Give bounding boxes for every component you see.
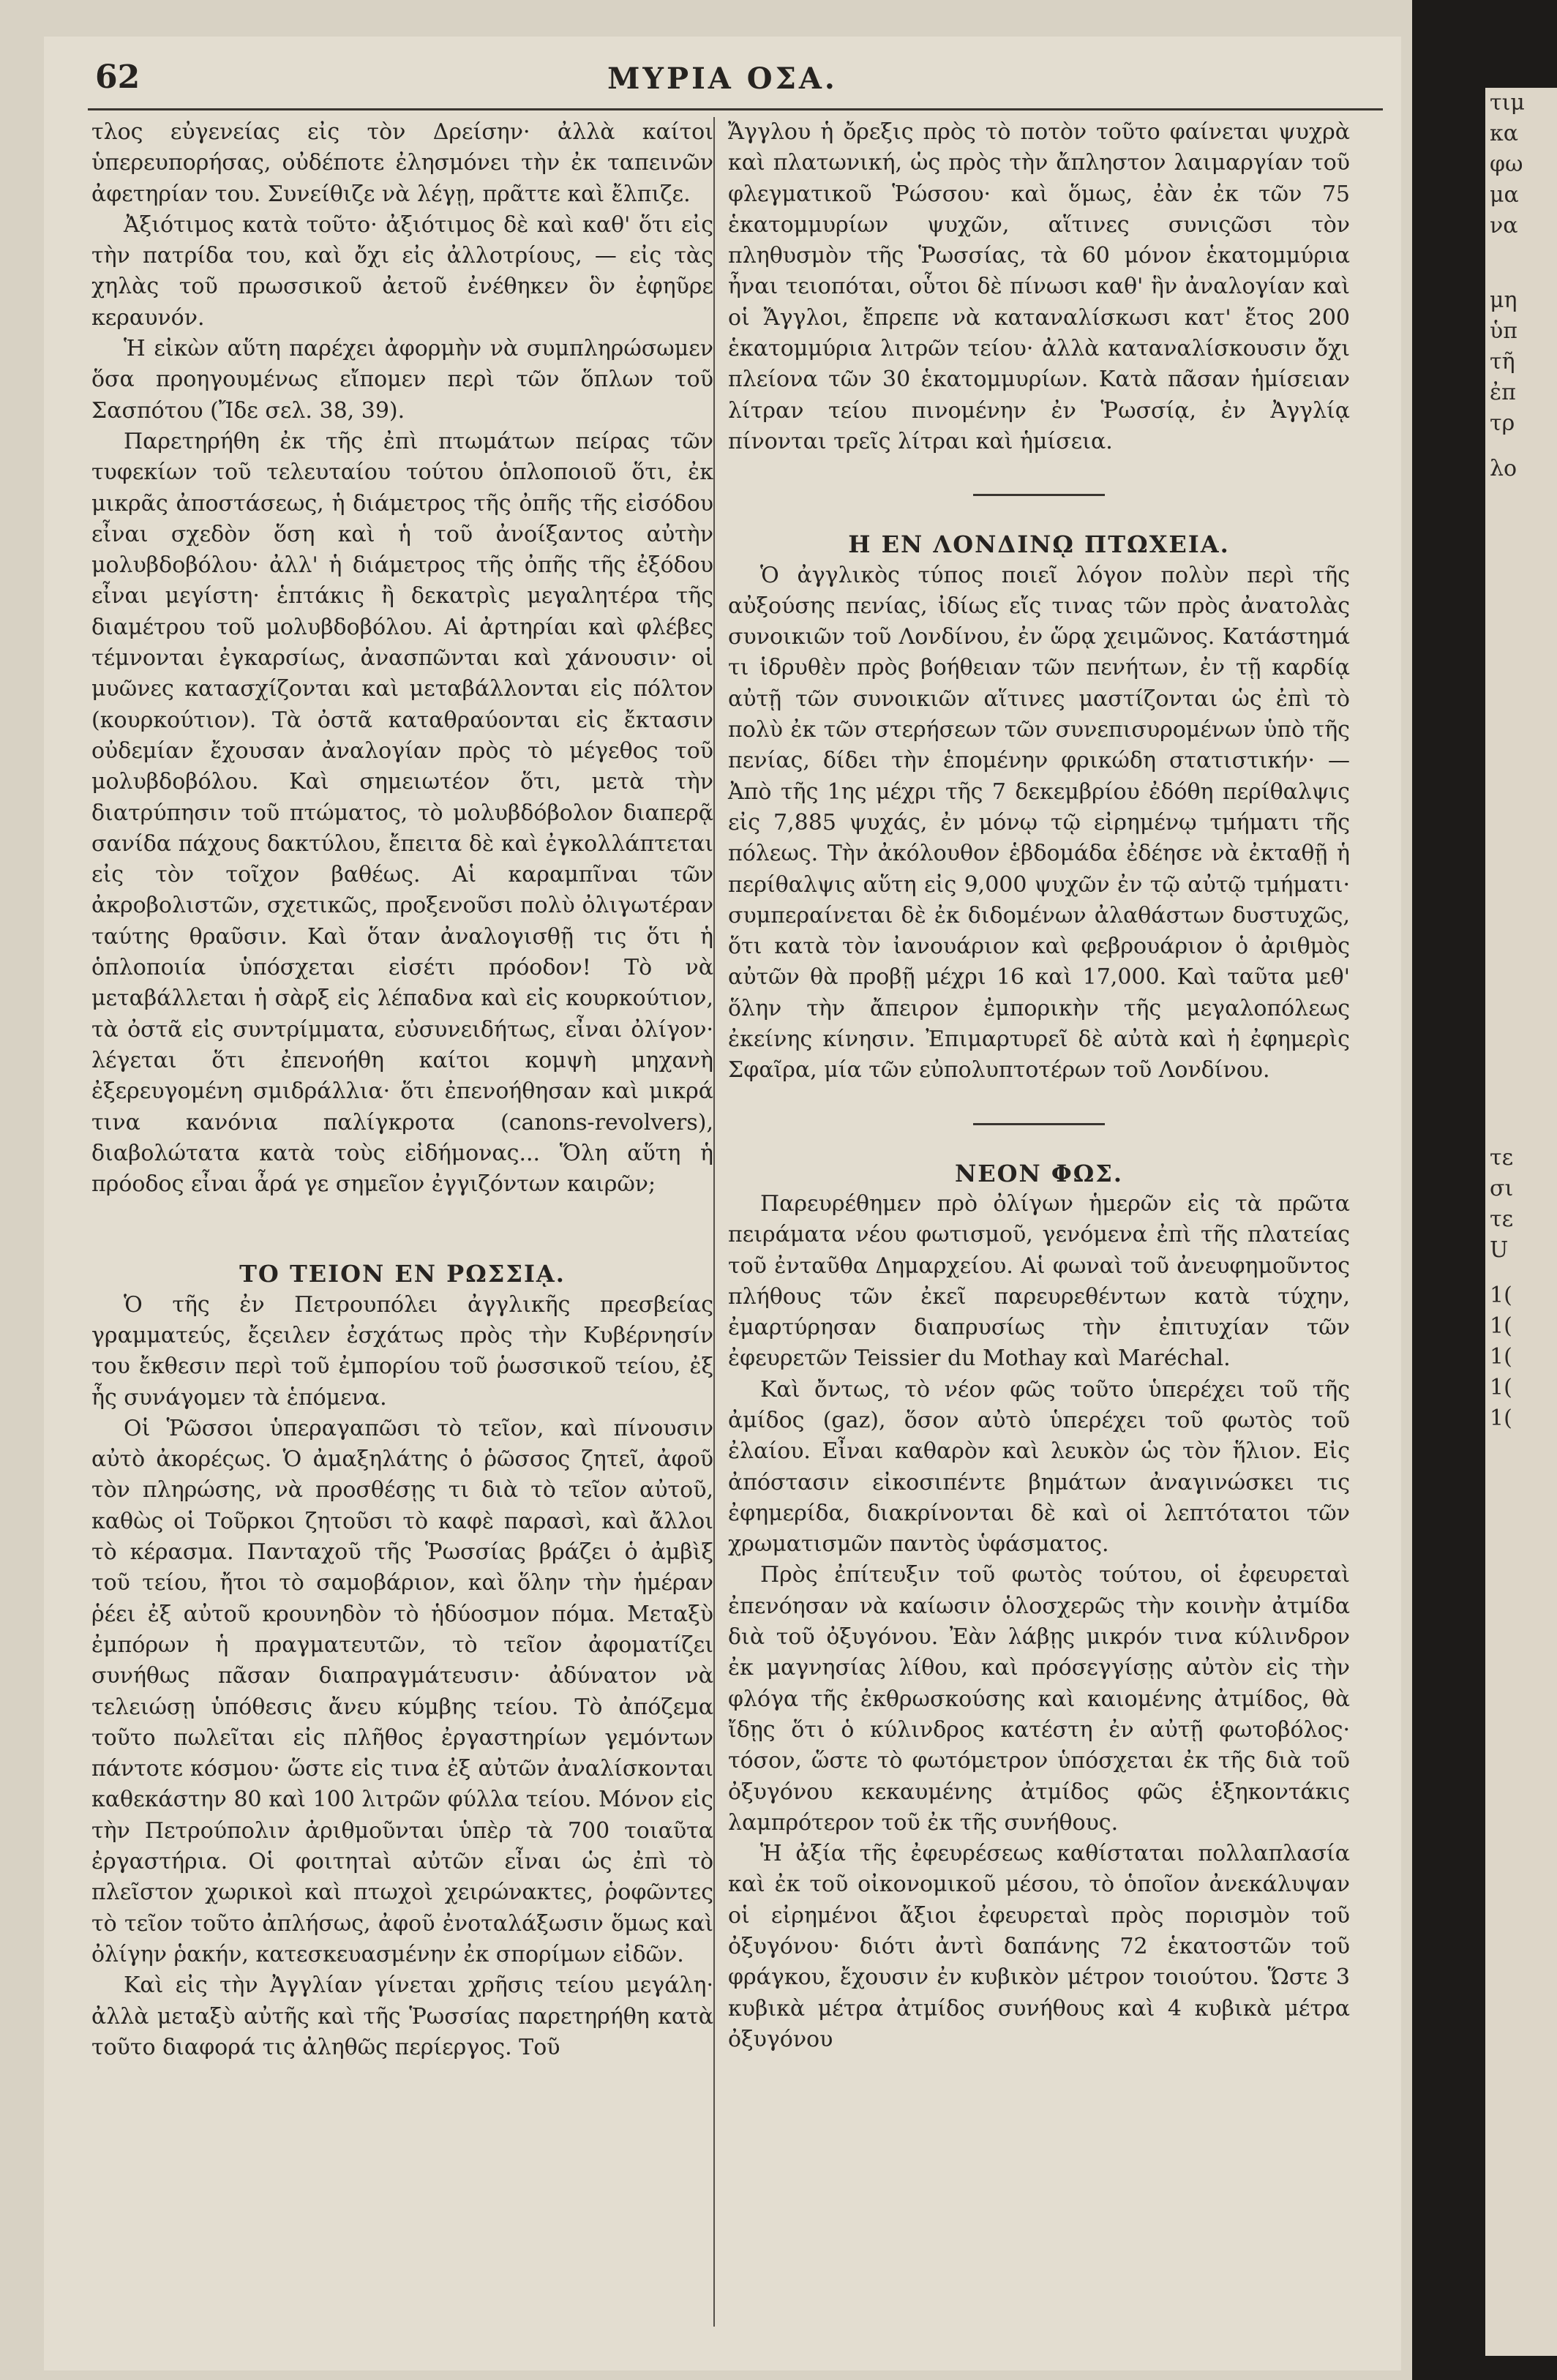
journal-page xyxy=(44,37,1401,2370)
body-paragraph: Ὁ τῆς ἐν Πετρουπόλει ἀγγλικῆς πρεσβείας γραμματεύς, ἔςειλεν ἐσχάτως πρὸς τὴν Κυβέρνησίν του ἔκθεσιν περὶ τοῦ ἐμπορίου τοῦ ῥωσσικοῦ τείου, ἐξ ἧς συνάγομεν τὰ ἑπόμενα. xyxy=(91,1291,713,1411)
body-paragraph: Οἱ Ῥῶσσοι ὑπεραγαπῶσι τὸ τεῖον, καὶ πίνουσιν αὐτὸ ἀκορέςως. Ὁ ἀμαξηλάτης ὁ ῥῶσσος ζητεῖ, ἀφοῦ τὸν πληρώσης, νὰ προσθέσῃς τι διὰ τὸ τεῖον αὐτοῦ, καθὼς οἱ Τοῦρκοι ζητοῦσι τὸ καφὲ παρασὶ, καὶ ἄλλοι τὸ κέρασμα. Πανταχοῦ τῆς Ῥωσσίας βράζει ὁ ἀμβὶξ τοῦ τείου, ἤτοι τὸ σαμοβάριον, καὶ ὅλην τὴν ἡμέραν ῥέει ἐξ αὐτοῦ κρουνηδὸν τὸ ἡδύοσμον πόμα. Μεταξὺ ἐμπόρων ἡ πραγματευτῶν, τὸ τεῖον ἀφοματίζει συνήθως πᾶσαν διαπραγμάτευσιν· ἀδύνατον νὰ τελειώσῃ ὑπόθεσις ἄνευ κύμβης τείου. Τὸ ἀπόζεμα τοῦτο πωλεῖται εἰς πλῆθος ἐργαστηρίων γεμόντων πάντοτε κόσμου· ὥστε εἰς τινα ἐξ αὐτῶν ἀναλίσκονται καθεκάστην 80 καὶ 100 λιτρῶν φύλλα τείου. Μόνον εἰς τὴν Πετρούπολιν ἀριθμοῦνται ὑπὲρ τὰ 700 τοιαῦτα ἐργαστήρια. Οἱ φοιτητaὶ αὐτῶν εἶναι ὡς ἐπὶ τὸ πλεῖστον χωρικοὶ καὶ πτωχοὶ χειρώνακτες, ῥοφῶντες τὸ τεῖον τοῦτο ἀπλήσως, ἀφοῦ ἐνοταλάξωσιν ὅμως καὶ ὀλίγην ῥακήν, κατεσκευασμένην ἐκ σπορίμων εἰδῶν. xyxy=(91,1415,713,1967)
body-paragraph: Ἡ εἰκὼν αὕτη παρέχει ἀφορμὴν νὰ συμπληρώσωμεν ὅσα προηγουμένως εἴπομεν περὶ τῶν ὅπλων τοῦ Σασπότου (Ἴδε σελ. 38, 39). xyxy=(91,336,713,424)
facing-page-fragment: 1( xyxy=(1490,1405,1512,1431)
article-heading-new-light: ΝΕΟΝ ΦΩΣ. xyxy=(954,1159,1124,1187)
facing-page-fragment: U xyxy=(1490,1237,1509,1263)
facing-page-edge xyxy=(1485,88,1557,2356)
facing-page-fragment: τιμ xyxy=(1490,90,1525,116)
body-paragraph: Πρὸς ἐπίτευξιν τοῦ φωτὸς τούτου, οἱ ἐφευρεταὶ ἐπενόησαν νὰ καίωσιν ὁλοσχερῶς τὴν κοινὴν ἀτμίδα διὰ τοῦ ὀξυγόνου. Ἐὰν λάβῃς μικρόν τινα κύλινδρον ἐκ μαγνησίας λίθου, καὶ πρόσεγγίσῃς αὐτὸν εἰς τὴν φλόγα τῆς ἐκθρωσκούσης καὶ καιομένης ἀτμίδος, θὰ ἴδῃς ὅτι ὁ κύλινδρος κατέστη ἐν αὐτῇ φωτοβόλος· τόσον, ὥστε τὸ φωτόμετρον ὑπόσχεται ἐκ τῆς διὰ τοῦ ὀξυγόνου κεκαυμένης ἀτμίδος φῶς ἑξηκοντάκις λαμπρότερον τοῦ ἐκ τῆς συνήθους. xyxy=(728,1562,1350,1836)
facing-page-fragment: μη xyxy=(1490,288,1517,313)
continued-paragraph: Ἄγγλου ἡ ὄρεξις πρὸς τὸ ποτὸν τοῦτο φαίνεται ψυχρὰ καὶ πλατωνική, ὡς πρὸς τὴν ἄπληστον λαιμαργίαν τοῦ φλεγματικοῦ Ῥώσσου· καὶ ὅμως, ἐὰν ἐκ τῶν 75 ἑκατομμυρίων ψυχῶν, αἵτινες συνιςῶσι τὸν πληθυσμὸν τῆς Ῥωσσίας, τὰ 60 μόνον ἑκατομμύρια ἦναι τειοπόται, οὗτοι δὲ πίνωσι καθ' ἣν ἀναλογίαν καὶ οἱ Ἄγγλοι, ἔπρεπε νὰ καταναλίσκωσι κατ' ἔτος 200 ἑκατομμύρια λιτρῶν τείου· ἀλλὰ καταναλίσκουσιν ὄχι πλείονα τῶν 30 ἑκατομμυρίων. Κατὰ πᾶσαν ἡμίσειαν λίτραν τείου πινομένην ἐν Ῥωσσίᾳ, ἐν Ἀγγλίᾳ πίνονται τρεῖς λίτραι καὶ ἡμίσεια. xyxy=(728,119,1350,454)
facing-page-fragment: φω xyxy=(1490,151,1523,177)
body-paragraph: Ἀξιότιμος κατὰ τοῦτο· ἀξιότιμος δὲ καὶ καθ' ὅτι εἰς τὴν πατρίδα του, καὶ ὄχι εἰς ἀλλοτρίους, — εἰς τὰς χηλὰς τοῦ πρωσσικοῦ ἀετοῦ ἐνέθηκεν ὃν ἐφηῦρε κεραυνόν. xyxy=(91,211,713,331)
body-paragraph: Παρευρέθημεν πρὸ ὀλίγων ἡμερῶν εἰς τὰ πρῶτα πειράματα νέου φωτισμοῦ, γενόμενα ἐπὶ τῆς πλατείας τοῦ ἐνταῦθα Δημαρχείου. Αἱ φωναὶ τοῦ ἀνευφημοῦντος πλήθους τῶν ἐκεῖ παρευρεθέντων κατὰ τύχην, ἐμαρτύρησαν διαπρυσίως τὴν ἐπιτυχίαν τῶν ἐφευρετῶν Teissier du Mothay καὶ Maréchal. xyxy=(728,1190,1350,1372)
left-column xyxy=(91,117,713,2063)
facing-page-fragment: σι xyxy=(1490,1176,1514,1201)
body-paragraph: Ἡ ἀξία τῆς ἐφευρέσεως καθίσταται πολλαπλασία καὶ ἐκ τοῦ οἰκονομικοῦ μέσου, τὸ ὁποῖον ἀνεκάλυψαν οἱ εἰρημένοι ἄξιοι ἐφευρεταὶ πρὸς πορισμὸν τοῦ ὀξυγόνου· διότι ἀντὶ δαπάνης 72 ἑκατοστῶν τοῦ φράγκου, ἔχουσιν ἐν κυβικὸν μέτρον τοιούτου. Ὥστε 3 κυβικὰ μέτρα ἀτμίδος συνήθους καὶ 4 κυβικὰ μέτρα ὀξυγόνου xyxy=(728,1841,1350,2052)
header-rule xyxy=(88,108,1383,110)
body-paragraph: Καὶ εἰς τὴν Ἀγγλίαν γίνεται χρῆσις τείου μεγάλη· ἀλλὰ μεταξὺ αὐτῆς καὶ τῆς Ῥωσσίας παρετηρήθη κατὰ τοῦτο διαφορά τις ἀληθῶς περίεργος. Τοῦ xyxy=(91,1972,713,2060)
facing-page-fragment: να xyxy=(1490,213,1518,239)
facing-page-fragment: ἐπ xyxy=(1490,380,1516,405)
facing-page-fragment: κα xyxy=(1490,121,1519,146)
facing-page-fragment: τε xyxy=(1490,1145,1514,1171)
facing-page-fragment: μα xyxy=(1490,182,1519,208)
running-head xyxy=(44,37,1401,102)
page-number: 62 xyxy=(95,59,140,96)
article-heading-london-poverty: Η ΕΝ ΛΟΝΔΙΝῼ ΠΤΩΧΕΙΑ. xyxy=(848,530,1230,559)
body-paragraph: Παρετηρήθη ἐκ τῆς ἐπὶ πτωμάτων πείρας τῶν τυφεκίων τοῦ τελευταίου τούτου ὁπλοποιοῦ ὅτι, ἐκ μικρᾶς ἀποστάσεως, ἡ διάμετρος τῆς ὀπῆς τῆς εἰσόδου εἶναι σχεδὸν ὅση καὶ ἡ τοῦ ἀνοίξαντος αὐτὴν μολυβδοβόλου· ἀλλ' ἡ διάμετρος τῆς ὀπῆς τῆς ἐξόδου εἶναι μεγίστη· ἑπτάκις ἢ δεκατρὶς μεγαλητέρα τῆς διαμέτρου τοῦ μολυβδοβόλου. Αἱ ἀρτηρίαι καὶ φλέβες τέμνονται ἐγκαρσίως, ἀνασπῶνται καὶ χάνουσιν· οἱ μυῶνες κατασχίζονται καὶ μεταβάλλονται εἰς πόλτον (κουρκούτιον). Τὰ ὀστᾶ καταθραύονται εἰς ἔκτασιν οὐδεμίαν ἔχουσαν ἀναλογίαν πρὸς τὸ μέγεθος τοῦ μολυβδοβόλου. Καὶ σημειωτέον ὅτι, μετὰ τὴν διατρύπησιν τοῦ πτώματος, τὸ μολυβδόβολον διαπερᾷ σανίδα πάχους δακτύλου, ἔπειτα δὲ καὶ ἐγκολλάπτεται εἰς τὸν τοῖχον βαθέως. Αἱ καραμπῖναι τῶν ἀκροβολιστῶν, σχετικῶς, προξενοῦσι πολὺ ὀλιγωτέραν ταύτης θραῦσιν. Καὶ ὅταν ἀναλογισθῇ τις ὅτι ἡ ὁπλοποιία ὑπόσχεται εἰσέτι πρόοδον! Τὸ νὰ μεταβάλλεται ἡ σὰρξ εἰς λέπαδνα καὶ εἰς κουρκούτιον, τὰ ὀστᾶ εἰς συντρίμματα, εὐσυνειδήτως, εἶναι ὀλίγον· λέγεται ὅτι ἐπενοήθη καίτοι κομψὴ μηχανὴ ἐξερευγομένη σμιδράλλια· ὅτι ἐπενοήθησαν καὶ μικρά τινα κανόνια παλίγκροτα (canons-revolvers), διαβολώτατα κατὰ τοὺς εἰδήμονας... Ὅλη αὕτη ἡ πρόοδος εἶναι ἆρά γε σημεῖον ἐγγιζόντων καιρῶν; xyxy=(91,428,713,1198)
facing-page-fragment: ὑπ xyxy=(1490,318,1517,344)
body-paragraph: Καὶ ὄντως, τὸ νέον φῶς τοῦτο ὑπερέχει τοῦ τῆς ἀμίδος (gaz), ὅσον αὐτὸ ὑπερέχει τοῦ φωτὸς τοῦ ἐλαίου. Εἶναι καθαρὸν καὶ λευκὸν ὡς τὸν ἥλιον. Εἰς ἀπόστασιν εἰκοσιπέντε βημάτων ἀναγινώσκει τις ἐφημερίδα, διακρίνονται δὲ καὶ οἱ λεπτότατοι τῶν χρωματισμῶν παντὸς ὑφάσματος. xyxy=(728,1376,1350,1558)
article-heading-tea-russia: ΤΟ ΤΕΙΟΝ ΕΝ ΡΩΣΣΙᾼ. xyxy=(239,1260,566,1288)
body-paragraph: Ὁ ἀγγλικὸς τύπος ποιεῖ λόγον πολὺν περὶ τῆς αὐξούσης πενίας, ἰδίως εἴς τινας τῶν πρὸς ἀνατολὰς συνοικιῶν τοῦ Λονδίνου, ἐν ὥρᾳ χειμῶνος. Κατάστημά τι ἱδρυθὲν πρὸς βοήθειαν τῶν πενήτων, ἐν τῇ καρδίᾳ αὐτῇ τῶν συνοικιῶν αἵτινες μαστίζονται ὡς ἐπὶ τὸ πολὺ ἐκ τῶν στερήσεων τῶν συνεπισυρομένων ὑπὸ τῆς πενίας, δίδει τὴν ἑπομένην φρικώδη στατιστικήν· — Ἀπὸ τῆς 1ης μέχρι τῆς 7 δεκεμβρίου ἐδόθη περίθαλψις εἰς 7,885 ψυχάς, ἐν μόνῳ τῷ εἰρημένῳ τμήματι τῆς πόλεως. Τὴν ἀκόλουθον ἑβδομάδα ἐδέησε νὰ ἐκταθῇ ἡ περίθαλψις αὕτη εἰς 9,000 ψυχῶν ἐν τῷ αὐτῷ τμήματι· συμπεραίνεται δὲ ἐκ διδομένων ἀλαθάστων δυστυχῶς, ὅτι κατὰ τὸν ἰανουάριον καὶ φεβρουάριον ὁ ἀριθμὸς αὐτῶν θὰ προβῇ μέχρι 16 καὶ 17,000. Καὶ ταῦτα μεθ' ὅλην τὴν ἄπειρον ἐμπορικὴν τῆς μεγαλοπόλεως ἐκείνης κίνησιν. Ἐπιμαρτυρεῖ δὲ αὐτὰ καὶ ἡ ἐφημερὶς Σφαῖρα, μία τῶν εὐπολυπτοτέρων τοῦ Λονδίνου. xyxy=(728,562,1350,1084)
facing-page-fragment: 1( xyxy=(1490,1313,1512,1339)
facing-page-fragment: 1( xyxy=(1490,1283,1512,1308)
column-divider xyxy=(713,117,715,2327)
facing-page-fragment: τε xyxy=(1490,1206,1514,1232)
journal-title: ΜΥΡΙΑ ΟΣΑ. xyxy=(607,61,838,96)
facing-page-fragment: τρ xyxy=(1490,410,1515,436)
facing-page-fragment: λο xyxy=(1490,456,1517,481)
continued-paragraph: τλος εὐγενείας εἰς τὸν Δρείσην· ἀλλὰ καίτοι ὑπερευπορήσας, οὐδέποτε ἐλησμόνει τὴν ἐκ ταπεινῶν ἀφετηρίαν του. Συνείθιζε νὰ λέγῃ, πρᾶττε καὶ ἔλπιζε. xyxy=(91,119,713,207)
facing-page-fragment: 1( xyxy=(1490,1344,1512,1370)
facing-page-fragment: τῆ xyxy=(1490,349,1515,375)
facing-page-fragment: 1( xyxy=(1490,1375,1512,1400)
right-column xyxy=(728,117,1350,2055)
